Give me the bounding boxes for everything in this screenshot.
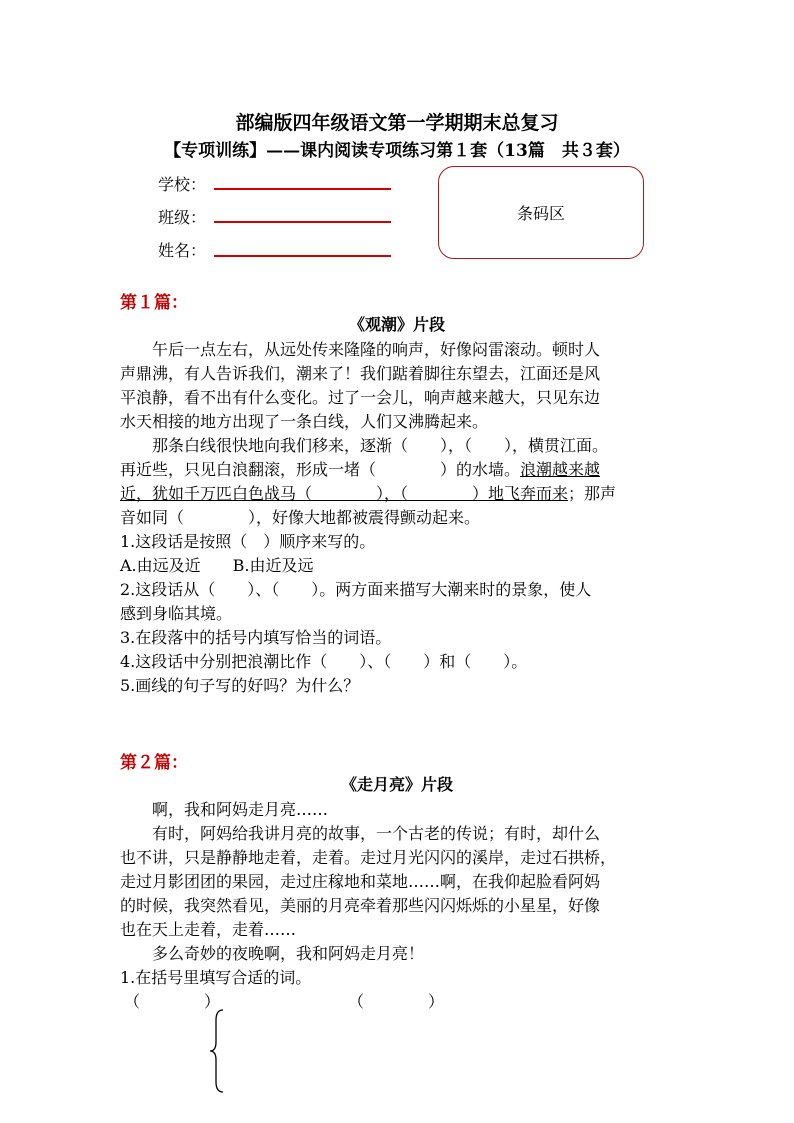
brace-icon — [208, 1008, 232, 1094]
passage2-line: 啊，我和阿妈走月亮…… — [120, 800, 329, 819]
passage1-line: 那条白线很快地向我们移来，逐渐（ ），（ ），横贯江面。 — [120, 436, 609, 455]
barcode-label: 条码区 — [516, 204, 565, 223]
passage2-line: 的时候，我突然看见，美丽的月亮牵着那些闪闪烁烁的小星星，好像 — [120, 896, 601, 915]
class-field[interactable] — [214, 221, 391, 223]
barcode-area — [438, 166, 644, 259]
passage1-line: 音如同（ ），好像大地都被震得颤动起来。 — [120, 508, 481, 527]
name-label: 姓名： — [158, 241, 207, 260]
passage1-question: A.由远及近 B.由近及远 — [120, 556, 314, 575]
passage2-line: 多么奇妙的夜晚啊，我和阿妈走月亮！ — [120, 944, 425, 963]
passage1-question: 2.这段话从（ ）、（ ）。两方面来描写大潮来时的景象，使人 — [120, 580, 592, 599]
passage1-title: 《观潮》片段 — [348, 315, 445, 334]
passage1-line-text: ；那声 — [568, 484, 617, 503]
blank-left[interactable]: （ ） — [124, 992, 221, 1011]
passage2-line: 走过月影团团的果园，走过庄稼地和菜地……啊，在我仰起脸看阿妈 — [120, 872, 601, 891]
passage1-line: 声鼎沸，有人告诉我们，潮来了！我们踮着脚往东望去，江面还是风 — [120, 364, 601, 383]
passage1-question: 感到身临其境。 — [120, 604, 233, 623]
passage1-line-with-underline — [120, 481, 616, 504]
passage1-section-heading: 第１篇： — [120, 293, 188, 313]
passage2-question: 1.在括号里填写合适的词。 — [120, 968, 312, 987]
passage1-line: 平浪静，看不出有什么变化。过了一会儿，响声越来越大，只见东边 — [120, 388, 601, 407]
page-title: 部编版四年级语文第一学期期末总复习 — [235, 112, 559, 134]
class-label: 班级： — [158, 208, 207, 227]
passage2-section-heading: 第２篇： — [120, 753, 188, 773]
passage2-title: 《走月亮》片段 — [340, 775, 453, 794]
passage1-line: 午后一点左右，从远处传来隆隆的响声，好像闷雷滚动。顿时人 — [120, 340, 601, 359]
school-label: 学校： — [158, 175, 207, 194]
passage2-line: 有时，阿妈给我讲月亮的故事，一个古老的传说；有时，却什么 — [120, 824, 601, 843]
passage1-question: 4.这段话中分别把浪潮比作（ ）、（ ）和（ ）。 — [120, 652, 528, 671]
passage1-question: 1.这段话是按照（ ）顺序来写的。 — [120, 532, 376, 551]
underlined-sentence-end: 近，犹如千万匹白色战马（ ），（ ）地飞奔而来 — [120, 484, 569, 503]
blank-right[interactable]: （ ） — [348, 992, 445, 1011]
school-field[interactable] — [214, 188, 391, 190]
passage2-line: 也在天上走着，走着…… — [120, 920, 297, 939]
page-subtitle: 【专项训练】——课内阅读专项练习第１套（13篇 共３套） — [164, 141, 630, 161]
passage2-line: 也不讲，只是静静地走着，走着。走过月光闪闪的溪岸，走过石拱桥， — [120, 848, 617, 867]
name-field[interactable] — [214, 255, 391, 257]
passage1-line-text: 再近些，只见白浪翻滚，形成一堵（ ）的水墙。 — [120, 460, 521, 479]
passage1-question: 3.在段落中的括号内填写恰当的词语。 — [120, 628, 392, 647]
passage1-line: 水天相接的地方出现了一条白线，人们又沸腾起来。 — [120, 412, 489, 431]
passage1-line-with-underline — [120, 457, 600, 480]
underlined-sentence-start: 浪潮越来越 — [520, 460, 601, 479]
passage1-question: 5.画线的句子写的好吗？为什么？ — [120, 676, 360, 695]
